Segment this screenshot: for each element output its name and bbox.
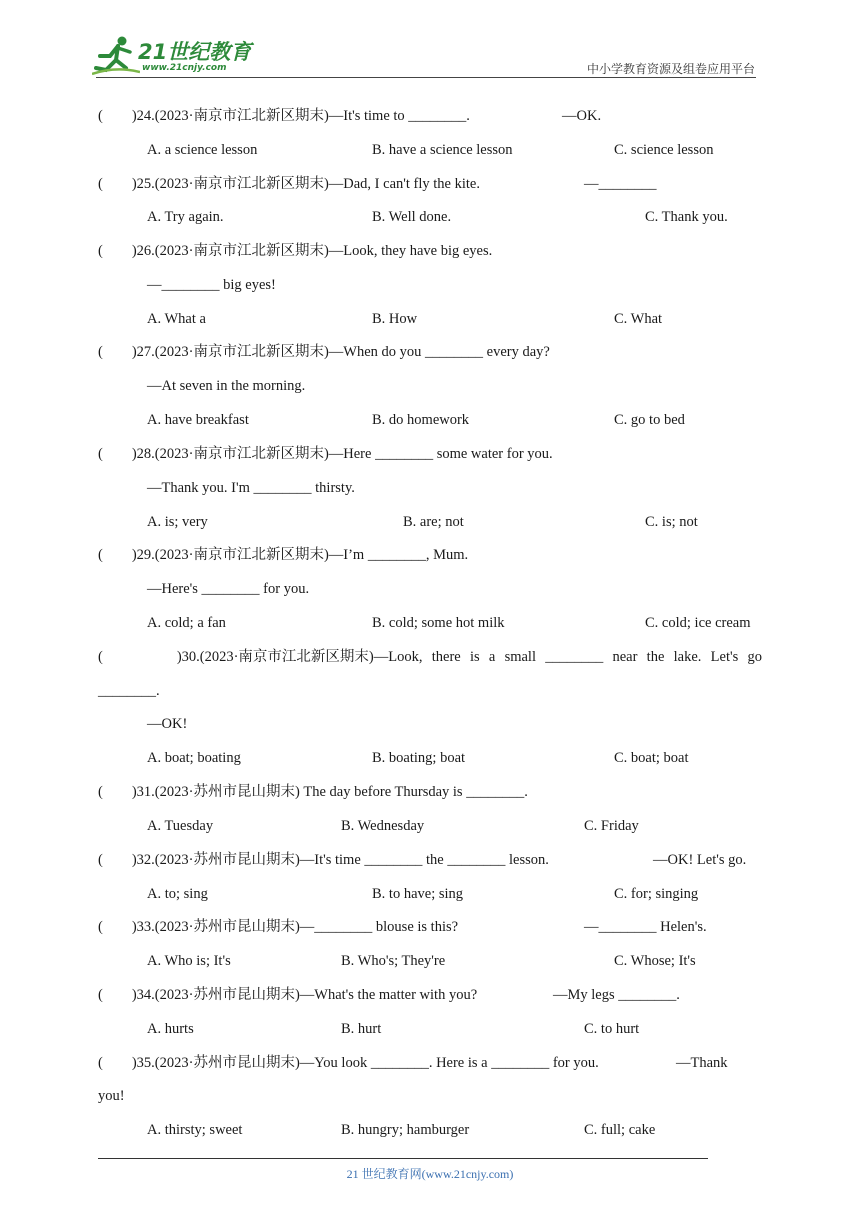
q27-option-c: C. go to bed xyxy=(614,412,685,428)
q32-option-a: A. to; sing xyxy=(147,886,208,902)
q32-reply: —OK! Let's go. xyxy=(653,852,747,868)
q27-reply: —At seven in the morning. xyxy=(147,378,306,394)
q30-stem: ( )30.(2023·南京市江北新区期末)—Look, there is a small ________ near the lake. Let's go xyxy=(98,649,762,665)
q28-option-a: A. is; very xyxy=(147,514,208,530)
q35-option-b: B. hungry; hamburger xyxy=(341,1122,470,1138)
q35-reply-cont: you! xyxy=(98,1088,125,1104)
q28-stem: ( )28.(2023·南京市江北新区期末)—Here ________ some water for you. xyxy=(98,446,553,462)
q30-option-a: A. boat; boating xyxy=(147,750,241,766)
q25-reply: —________ xyxy=(584,176,657,192)
q27-option-b: B. do homework xyxy=(372,412,470,428)
q31-option-a: A. Tuesday xyxy=(147,818,214,834)
q24-stem: ( )24.(2023·南京市江北新区期末)—It's time to ________. xyxy=(98,108,470,124)
q30-option-c: C. boat; boat xyxy=(614,750,689,766)
q34-stem: ( )34.(2023·苏州市昆山期末)—What's the matter with you? xyxy=(98,987,478,1003)
q26-option-a: A. What a xyxy=(147,311,206,327)
q33-reply: —________ Helen's. xyxy=(584,919,707,935)
header-divider xyxy=(96,77,756,78)
q24-option-c: C. science lesson xyxy=(614,142,714,158)
q29-option-b: B. cold; some hot milk xyxy=(372,615,505,631)
q26-reply: —________ big eyes! xyxy=(147,277,276,293)
q35-option-a: A. thirsty; sweet xyxy=(147,1122,243,1138)
q34-option-b: B. hurt xyxy=(341,1021,382,1037)
q35-stem: ( )35.(2023·苏州市昆山期末)—You look ________. Here is a ________ for you. xyxy=(98,1055,599,1071)
q33-option-a: A. Who is; It's xyxy=(147,953,231,969)
q35-reply: —Thank xyxy=(676,1055,728,1071)
q30-option-b: B. boating; boat xyxy=(372,750,466,766)
q28-option-c: C. is; not xyxy=(645,514,698,530)
q25-stem: ( )25.(2023·南京市江北新区期末)—Dad, I can't fly the kite. xyxy=(98,176,480,192)
q28-reply: —Thank you. I'm ________ thirsty. xyxy=(147,480,355,496)
logo-url: www.21cnjy.com xyxy=(142,63,227,73)
platform-name: 中小学教育资源及组卷应用平台 xyxy=(586,62,755,76)
q33-option-b: B. Who's; They're xyxy=(341,953,446,969)
page-header xyxy=(0,0,860,80)
q32-stem: ( )32.(2023·苏州市昆山期末)—It's time ________ the ________ lesson. xyxy=(98,852,549,868)
site-logo[interactable] xyxy=(92,34,262,78)
q34-option-a: A. hurts xyxy=(147,1021,194,1037)
q30-reply: —OK! xyxy=(147,716,188,732)
q28-option-b: B. are; not xyxy=(403,514,464,530)
q32-option-b: B. to have; sing xyxy=(372,886,464,902)
q33-stem: ( )33.(2023·苏州市昆山期末)—________ blouse is this? xyxy=(98,919,459,935)
footer-link[interactable]: 21 世纪教育网(www.21cnjy.com) xyxy=(346,1167,514,1181)
q25-option-a: A. Try again. xyxy=(147,209,224,225)
q27-stem: ( )27.(2023·南京市江北新区期末)—When do you ________ every day? xyxy=(98,344,550,360)
q29-stem: ( )29.(2023·南京市江北新区期末)—I’m ________, Mum. xyxy=(98,547,469,563)
q34-reply: —My legs ________. xyxy=(553,987,680,1003)
q31-option-c: C. Friday xyxy=(584,818,639,834)
q34-option-c: C. to hurt xyxy=(584,1021,640,1037)
runner-logo-icon xyxy=(92,34,140,78)
q27-option-a: A. have breakfast xyxy=(147,412,249,428)
q25-option-c: C. Thank you. xyxy=(645,209,728,225)
q29-option-c: C. cold; ice cream xyxy=(645,615,751,631)
q29-option-a: A. cold; a fan xyxy=(147,615,226,631)
q31-option-b: B. Wednesday xyxy=(341,818,425,834)
q29-reply: —Here's ________ for you. xyxy=(147,581,310,597)
q26-option-c: C. What xyxy=(614,311,663,327)
footer-divider xyxy=(98,1158,708,1159)
q25-option-b: B. Well done. xyxy=(372,209,452,225)
q26-option-b: B. How xyxy=(372,311,418,327)
q35-option-c: C. full; cake xyxy=(584,1122,656,1138)
q24-option-a: A. a science lesson xyxy=(147,142,258,158)
q31-stem: ( )31.(2023·苏州市昆山期末) The day before Thursday is ________. xyxy=(98,784,528,800)
q33-option-c: C. Whose; It's xyxy=(614,953,696,969)
q26-stem: ( )26.(2023·南京市江北新区期末)—Look, they have big eyes. xyxy=(98,243,493,259)
q30-stem-cont: ________. xyxy=(98,683,160,699)
q24-option-b: B. have a science lesson xyxy=(372,142,513,158)
q24-reply: —OK. xyxy=(562,108,602,124)
q32-option-c: C. for; singing xyxy=(614,886,699,902)
logo-text: 21世纪教育 xyxy=(138,40,252,64)
